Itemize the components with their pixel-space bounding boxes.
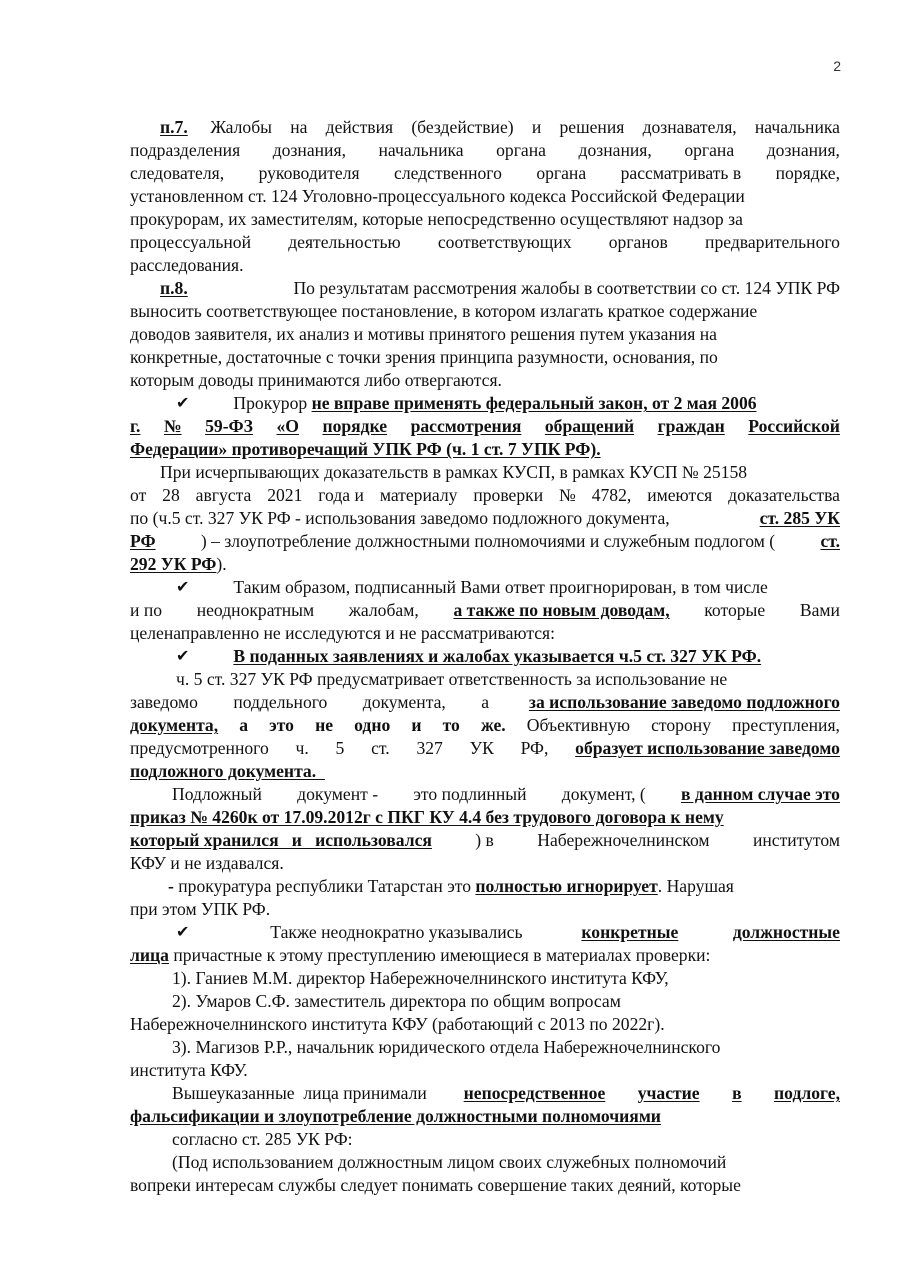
text-line [130, 231, 840, 253]
text-run: это подлинный [413, 784, 527, 804]
text-run: и [531, 117, 542, 137]
text-line [130, 507, 840, 529]
text-run: а [481, 692, 494, 712]
text-line [172, 1082, 840, 1104]
text-run: действия [325, 117, 394, 137]
text-line [130, 300, 840, 322]
text-run: деятельностью [288, 232, 401, 252]
text-run: РФ, [520, 738, 549, 758]
text-run: это [269, 715, 294, 735]
text-run: а также по новым доводам, [453, 600, 670, 620]
text-run: органа [496, 140, 546, 160]
text-run: Вышеуказанные лица принимали [172, 1083, 432, 1103]
text-line [130, 852, 840, 874]
text-run: дознавателя, [642, 117, 737, 137]
text-run: 327 [416, 738, 443, 758]
text-line [172, 967, 840, 989]
text-line [176, 576, 840, 598]
text-run: 59-ФЗ [205, 416, 253, 436]
text-run: причастные к этому преступлению имеющиеся в материалах проверки: [168, 945, 711, 965]
text-run: РФ [130, 531, 156, 551]
text-line [130, 208, 840, 230]
text-line [130, 829, 840, 851]
check-mark-icon: ✔ [176, 577, 190, 596]
text-run: Федерации» противоречащий УПК РФ (ч. 1 ст. 7 УПК РФ). [130, 439, 601, 459]
text-run: 3). Магизов Р.Р., начальник юридического отдела Набережночелнинского [172, 1037, 721, 1057]
text-run: доказательства [728, 485, 840, 505]
text-run: органа [536, 163, 587, 183]
text-run: г. [130, 416, 141, 436]
text-run: а [239, 715, 249, 735]
text-run: рассмотрения [410, 416, 522, 436]
text-line [172, 1128, 840, 1150]
text-run: на [290, 117, 308, 137]
text-run: Также неоднократно указывались [243, 922, 527, 942]
text-line [130, 139, 840, 161]
text-run: документ - [297, 784, 379, 804]
text-run: имеются [647, 485, 713, 505]
text-line [130, 898, 840, 920]
text-run: августа [195, 485, 252, 505]
text-run: порядке [322, 416, 388, 436]
text-run: № [559, 485, 576, 505]
text-run: дознания, [578, 140, 652, 160]
text-run: доводов заявителя, их анализ и мотивы принятого решения путем указания на [130, 324, 717, 344]
check-mark-icon: ✔ [176, 646, 190, 665]
text-run: заведомо [130, 692, 198, 712]
text-run: ст. [820, 531, 840, 551]
text-line [176, 392, 840, 414]
text-run: и [411, 715, 422, 735]
text-run: полностью игнорирует [475, 876, 658, 896]
text-run: выносить соответствующее постановление, в котором излагать краткое содержание [130, 301, 758, 321]
text-run: при этом УПК РФ. [130, 899, 271, 919]
text-line [130, 691, 840, 713]
text-run: в данном случае это [681, 784, 840, 804]
text-run: ч. [295, 738, 309, 758]
text-run: ст. 285 УК [759, 508, 840, 528]
text-run: п.8. [160, 278, 188, 298]
check-mark-icon: ✔ [176, 393, 190, 412]
text-run: ) в [475, 830, 494, 850]
text-run: документ, ( [561, 784, 646, 804]
text-line [172, 1036, 840, 1058]
text-line [130, 415, 840, 437]
text-run: подразделения [130, 140, 241, 160]
text-line [130, 1013, 840, 1035]
text-run: фальсификации и злоупотребление должностными полномочиями [130, 1106, 661, 1126]
text-line [130, 530, 840, 552]
text-line [168, 875, 840, 897]
text-run: за использование заведомо подложного [528, 692, 840, 712]
text-run: согласно ст. 285 УК РФ: [172, 1129, 353, 1149]
text-run: жалобам, [348, 600, 419, 620]
text-run: обращений [544, 416, 635, 436]
text-run: участие [637, 1083, 700, 1103]
text-line [130, 714, 840, 736]
text-run: 2021 [267, 485, 303, 505]
text-run: в [732, 1083, 742, 1103]
text-run: не [315, 715, 334, 735]
text-run: сторону [651, 715, 711, 735]
text-run: начальника [754, 117, 840, 137]
text-run: институтом [752, 830, 840, 850]
text-line [160, 461, 840, 483]
text-run: 5 [335, 738, 345, 758]
text-run: подложного документа. [130, 761, 325, 781]
text-line [130, 760, 840, 782]
text-run: преступления, [732, 715, 840, 735]
text-run: поддельного [233, 692, 328, 712]
text-run: граждан [657, 416, 725, 436]
text-run: По результатам рассмотрения жалобы в соответствии со ст. 124 УПК РФ [289, 278, 840, 298]
text-run: дознания, [766, 140, 840, 160]
text-run: начальника [378, 140, 464, 160]
text-run: образует использование заведомо [575, 738, 840, 758]
text-line [172, 990, 840, 1012]
text-run: не вправе применять федеральный закон, от 2 мая 2006 [311, 393, 757, 413]
text-run: УК [469, 738, 494, 758]
text-run: Жалобы [205, 117, 272, 137]
text-line [176, 645, 840, 667]
text-run: соответствующих [437, 232, 572, 252]
text-line [172, 783, 840, 805]
text-run: Российской [748, 416, 840, 436]
text-run: расследования. [130, 255, 244, 275]
text-run: следователя, [130, 163, 225, 183]
text-run: органов [608, 232, 668, 252]
text-run: должностные [732, 922, 840, 942]
check-mark-icon: ✔ [176, 922, 190, 941]
text-run: № [163, 416, 182, 436]
text-run: ) – злоупотребление должностными полномочиями и служебным подлогом ( [200, 531, 776, 551]
text-line [130, 944, 840, 966]
text-run: материалу [379, 485, 458, 505]
text-run: Набережночелнинском [537, 830, 710, 850]
text-run: следственного [394, 163, 502, 183]
text-run: непосредственное [463, 1083, 606, 1103]
text-run: руководителя [258, 163, 360, 183]
text-run: одно [354, 715, 391, 735]
text-line [130, 737, 840, 759]
text-run: лица [130, 945, 169, 965]
text-run: - [168, 876, 179, 896]
text-run: КФУ и не издавался. [130, 853, 284, 873]
text-run: ч. 5 ст. 327 УК РФ предусматривает ответственность за использование не [176, 669, 728, 689]
text-line [130, 553, 840, 575]
text-run: Прокурор [189, 393, 312, 413]
text-run: 292 УК РФ [130, 554, 217, 574]
text-run: который хранился и использовался [130, 830, 432, 850]
text-run: Вами [799, 600, 840, 620]
text-run: предварительного [705, 232, 840, 252]
text-run: ст. [371, 738, 390, 758]
text-line [130, 438, 840, 460]
text-run: «О [276, 416, 299, 436]
text-line [160, 277, 840, 299]
text-run: конкретные, достаточные с точки зрения принципа разумности, основания, по [130, 347, 718, 367]
text-run: года и [318, 485, 364, 505]
text-line [160, 116, 840, 138]
text-run: вопреки интересам службы следует понимать совершение таких деяний, которые [130, 1175, 741, 1195]
text-run: прокуратура республики Татарстан это [178, 876, 476, 896]
text-line [130, 162, 840, 184]
text-line [130, 185, 840, 207]
text-line [130, 254, 840, 276]
text-run: дознания, [272, 140, 346, 160]
text-run: процессуальной [130, 232, 252, 252]
text-run: В поданных заявлениях и жалобах указывается ч.5 ст. 327 УК РФ. [233, 646, 762, 666]
text-run: 2). Умаров С.Ф. заместитель директора по общим вопросам [172, 991, 621, 1011]
text-run: рассматривать в [620, 163, 742, 183]
text-run: которым доводы принимаются либо отвергаются. [130, 370, 502, 390]
text-line [130, 323, 840, 345]
text-run: проверки [473, 485, 544, 505]
text-run: конкретные [581, 922, 679, 942]
text-run: установленном ст. 124 Уголовно-процессуального кодекса Российской Федерации [130, 186, 745, 206]
text-line [176, 921, 840, 943]
text-line [130, 484, 840, 506]
text-line [130, 599, 840, 621]
text-run: Набережночелнинского института КФУ (работающий с 2013 по 2022г). [130, 1014, 665, 1034]
text-run: п.7. [160, 117, 188, 137]
text-line [130, 1174, 840, 1196]
text-line [130, 1059, 840, 1081]
text-run: порядке, [775, 163, 840, 183]
text-line [130, 346, 840, 368]
text-run: то [442, 715, 460, 735]
text-line [130, 806, 840, 828]
text-run: (Под использованием должностным лицом своих служебных полномочий [172, 1152, 727, 1172]
text-run: (бездействие) [411, 117, 514, 137]
text-run: органа [684, 140, 735, 160]
text-run [189, 645, 233, 667]
text-line [130, 369, 840, 391]
text-run: от [130, 485, 147, 505]
text-line [176, 668, 840, 690]
page-number: 2 [833, 58, 841, 74]
text-run: неоднократным [196, 600, 315, 620]
text-run: ). [216, 554, 227, 574]
text-line [172, 1151, 840, 1173]
text-run: Подложный [172, 784, 262, 804]
text-run: 1). Ганиев М.М. директор Набережночелнинского института КФУ, [172, 968, 669, 988]
text-run: же. [480, 715, 506, 735]
text-run: Объективную [526, 715, 631, 735]
text-run: прокурорам, их заместителям, которые непосредственно осуществляют надзор за [130, 209, 743, 229]
text-run: решения [559, 117, 625, 137]
text-run: 28 [162, 485, 180, 505]
text-run: предусмотренного [130, 738, 269, 758]
text-line [130, 1105, 840, 1127]
text-run: приказ № 4260к от 17.09.2012г с ПКГ КУ 4.4 без трудового договора к нему [130, 807, 724, 827]
text-run: документа, [130, 715, 219, 735]
text-run: 4782, [591, 485, 632, 505]
text-run: При исчерпывающих доказательств в рамках КУСП, в рамках КУСП № 25158 [160, 462, 748, 482]
text-run: института КФУ. [130, 1060, 248, 1080]
text-run: документа, [362, 692, 446, 712]
text-run: по (ч.5 ст. 327 УК РФ - использования заведомо подложного документа, [130, 508, 675, 528]
text-run: и по [130, 600, 163, 620]
text-run: целенаправленно не исследуются и не рассматриваются: [130, 623, 556, 643]
text-run: . Нарушая [657, 876, 734, 896]
text-run: которые [704, 600, 766, 620]
text-run: Таким образом, подписанный Вами ответ проигнорирован, в том числе [189, 577, 768, 597]
text-line [130, 622, 840, 644]
text-run: подлоге, [774, 1083, 840, 1103]
